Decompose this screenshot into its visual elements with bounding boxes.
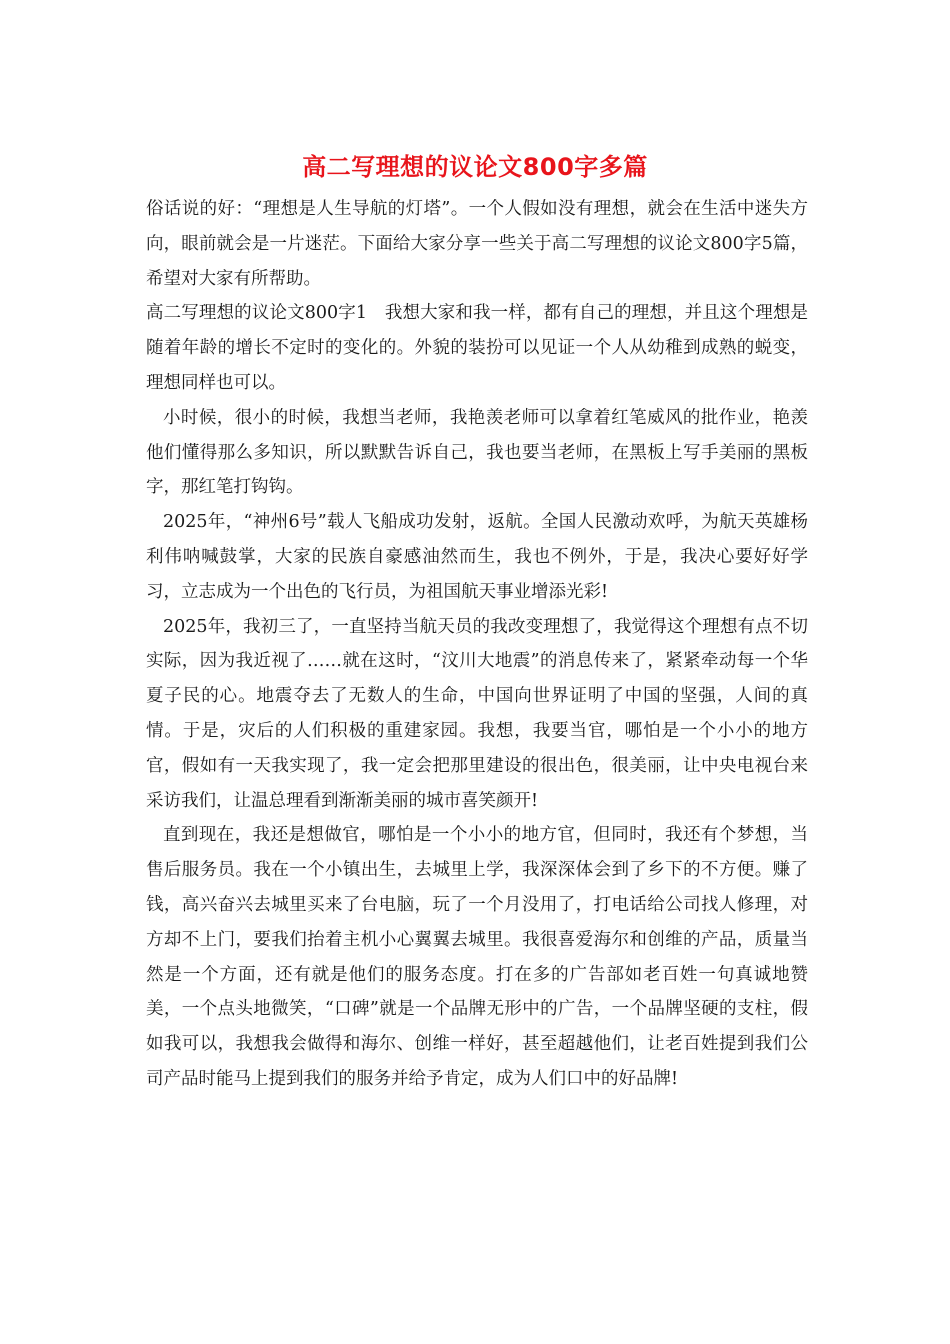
intro-paragraph: 俗话说的好：“理想是人生导航的灯塔”。一个人假如没有理想，就会在生活中迷失方向，眼前就会是一片迷茫。下面给大家分享一些关于高二写理想的议论文800字5篇，希望对大家有所帮助。: [146, 199, 808, 289]
essay-heading-paragraph: 高二写理想的议论文800字1 我想大家和我一样，都有自己的理想，并且这个理想是随着年龄的增长不定时的变化的。外貌的装扮可以见证一个人从幼稚到成熟的蜕变，理想同样也可以。: [146, 303, 808, 393]
document-body: [146, 192, 808, 1097]
body-paragraph: 2025年，“神州6号”载人飞船成功发射，返航。全国人民激动欢呼，为航天英雄杨利伟呐喊鼓掌，大家的民族自豪感油然而生，我也不例外，于是，我决心要好好学习，立志成为一个出色的飞行员，为祖国航天事业增添光彩!: [146, 512, 808, 602]
document-title: 高二写理想的议论文800字多篇: [302, 153, 648, 181]
body-paragraph: 小时候，很小的时候，我想当老师，我艳羡老师可以拿着红笔威风的批作业，艳羡他们懂得那么多知识，所以默默告诉自己，我也要当老师，在黑板上写手美丽的黑板字，那红笔打钩钩。: [146, 407, 808, 498]
body-paragraph: 2025年，我初三了，一直坚持当航天员的我改变理想了，我觉得这个理想有点不切实际，因为我近视了……就在这时，“汶川大地震”的消息传来了，紧紧牵动每一个华夏子民的心。地震夺去了无数人的生命，中国向世界证明了中国的坚强，人间的真情。于是，灾后的人们积极的重建家园。我想，我要当官，哪怕是一个小小的地方官，假如有一天我实现了，我一定会把那里建设的很出色，很美丽，让中央电视台来采访我们，让温总理看到渐渐美丽的城市喜笑颜开!: [146, 616, 808, 811]
body-paragraph: 直到现在，我还是想做官，哪怕是一个小小的地方官，但同时，我还有个梦想，当售后服务员。我在一个小镇出生，去城里上学，我深深体会到了乡下的不方便。赚了钱，高兴奋兴去城里买来了台电脑，玩了一个月没用了，打电话给公司找人修理，对方却不上门，要我们抬着主机小心翼翼去城里。我很喜爱海尔和创维的产品，质量当然是一个方面，还有就是他们的服务态度。打在多的广告部如老百姓一句真诚地赞美，一个点头地微笑，“口碑”就是一个品牌无形中的广告，一个品牌坚硬的支柱，假如我可以，我想我会做得和海尔、创维一样好，甚至超越他们，让老百姓提到我们公司产品时能马上提到我们的服务并给予肯定，成为人们口中的好品牌!: [146, 825, 808, 1089]
